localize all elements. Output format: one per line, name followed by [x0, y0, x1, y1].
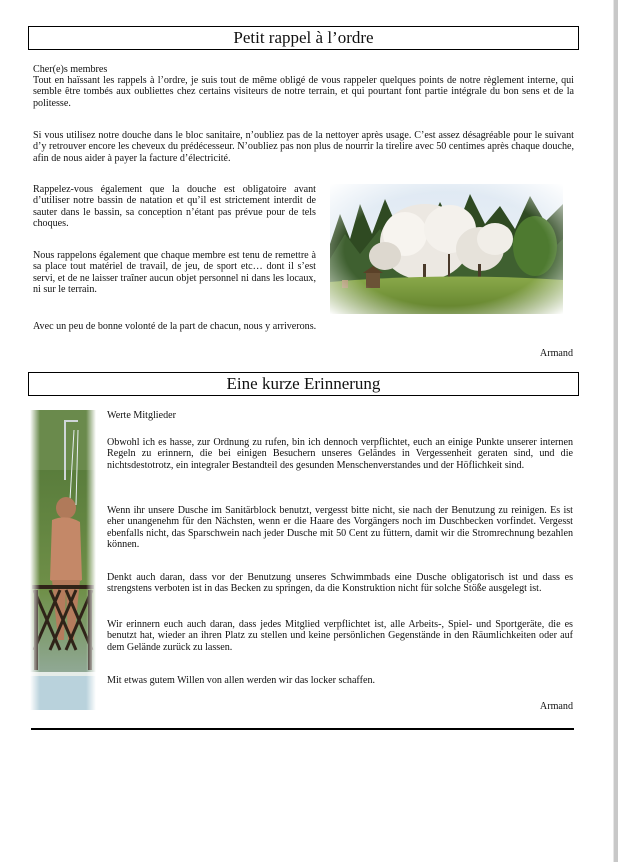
page-edge-shadow: [613, 0, 614, 862]
french-greeting: Cher(e)s membres: [33, 64, 108, 75]
german-signature: Armand: [539, 701, 573, 712]
shower-photo: [30, 410, 96, 710]
german-paragraph-3: Denkt auch daran, dass vor der Benutzung unseres Schwimmbads eine Dusche obligatorisch ist und dass es strengstens verboten ist in das Becken zu springen, da die Konstruktion nicht für solche Stöße ausgelegt ist.: [107, 572, 573, 595]
french-section-title: Petit rappel à l’ordre: [28, 26, 579, 50]
french-paragraph-3: Rappelez-vous également que la douche est obligatoire avant d’utiliser notre bassin de natation et qu’il est strictement interdit de sauter dans le bassin, sa conception n’étant pas prévue pour de tels choques.: [33, 184, 316, 230]
german-section-title: Eine kurze Erinnerung: [28, 372, 579, 396]
page-edge: [614, 0, 618, 862]
garden-photo: [330, 184, 563, 314]
bottom-divider: [31, 728, 574, 730]
german-paragraph-4: Wir erinnern euch auch daran, dass jedes Mitglied verpflichtet ist, alle Arbeits-, Spiel- und Sportgeräte, die es benutzt hat, wieder an ihren Platz zu stellen und keine persönlichen Gegenstände in den Räumlichkeiten oder auf dem Gelände zurück zu lassen.: [107, 619, 573, 653]
french-paragraph-4: Nous rappelons également que chaque membre est tenu de remettre à sa place tout matériel de travail, de jeu, de sport etc… dont il s’est servi, et de ne laisser traîner aucun objet personnel ni dans les locaux, ni sur le terrain.: [33, 250, 316, 296]
german-paragraph-2: Wenn ihr unsere Dusche im Sanitärblock benutzt, vergesst bitte nicht, sie nach der Benutzung zu reinigen. Es ist eher unangenehm für den Nächsten, wenn er die Haare des Vorgängers noch im Duschbecken vorfindet. Vergesst ebenfalls nicht, das Sparschwein nach jeder Dusche mit 50 Cent zu füttern, damit wir die Stromrechnung bezahlen können.: [107, 505, 573, 551]
french-paragraph-5: Avec un peu de bonne volonté de la part de chacun, nous y arriverons.: [33, 321, 317, 332]
french-signature: Armand: [539, 348, 573, 359]
french-paragraph-1: Tout en haïssant les rappels à l’ordre, je suis tout de même obligé de vous rappeler quelques points de notre règlement interne, qui semble être tombés aux oubliettes chez certains visiteurs de notre terrain, et qui pourtant font partie intégrale du bon sens et de la politesse.: [33, 75, 574, 109]
german-greeting: Werte Mitglieder: [107, 410, 176, 421]
french-paragraph-2: Si vous utilisez notre douche dans le bloc sanitaire, n’oubliez pas de la nettoyer après usage. C’est assez désagréable pour le suivant d’y retrouver encore les cheveux du prédécesseur. N’oubliez pas non plus de nourrir la tirelire avec 50 centimes après chaque douche, afin de nous aider à payer la facture d’électricité.: [33, 130, 574, 164]
german-paragraph-1: Obwohl ich es hasse, zur Ordnung zu rufen, bin ich dennoch verpflichtet, euch an einige Punkte unserer internen Regeln zu erinnern, die bei einigen Besuchern unseres Geländes in Vergessenheit geraten sind, und die nichtsdestotrotz, ein integraler Bestandteil des gesunden Menschenverstandes und der Höflichkeit sind.: [107, 437, 573, 471]
german-paragraph-5: Mit etwas gutem Willen von allen werden wir das locker schaffen.: [107, 675, 376, 686]
